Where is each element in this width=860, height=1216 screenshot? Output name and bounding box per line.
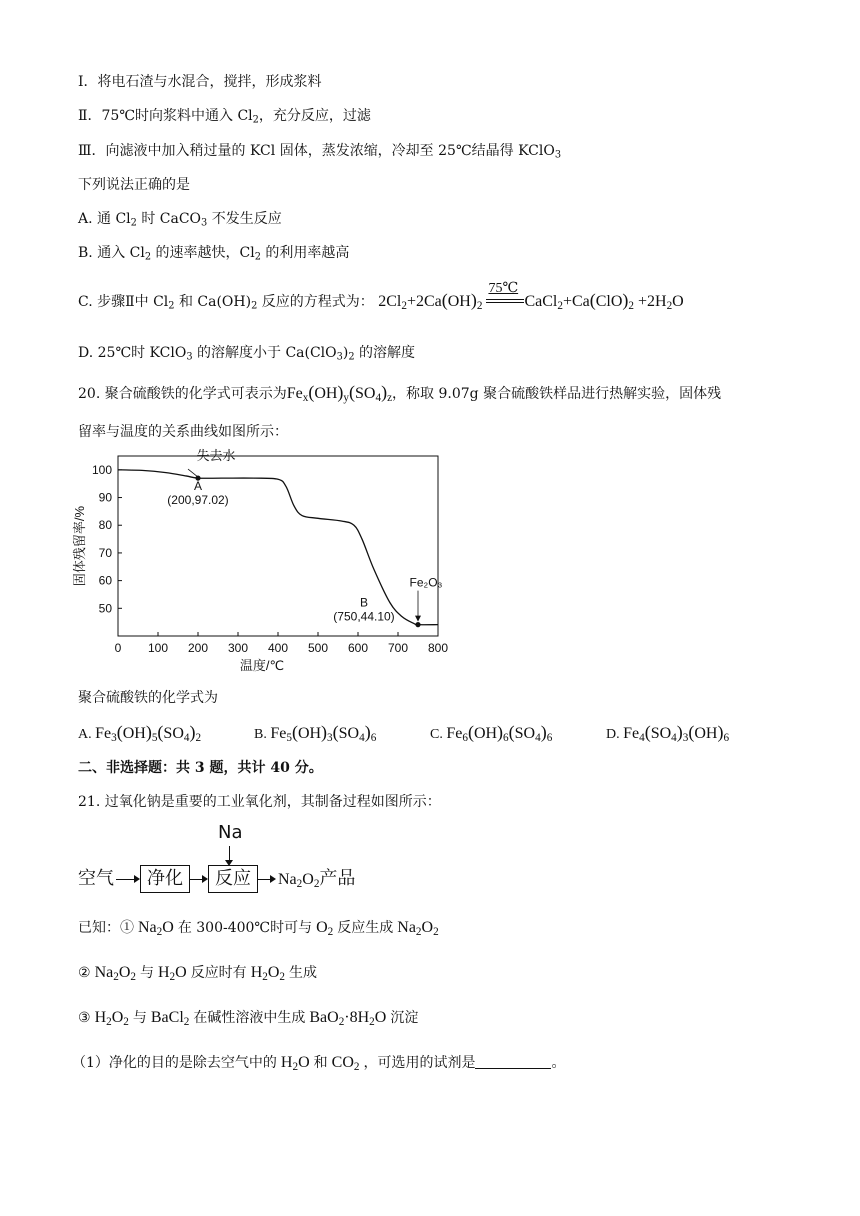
q20-option-a: A. $Fe_3(OH)_5(SO_4)_2$ bbox=[78, 722, 202, 744]
label-point-b: B bbox=[359, 595, 369, 610]
x-tick-label: 0 bbox=[114, 641, 122, 655]
q20-intro-cont: 留率与温度的关系曲线如图所示： bbox=[78, 424, 288, 440]
flow-purify-box: 净化 bbox=[140, 865, 190, 893]
label-point-a-coords: (200,97.02) bbox=[167, 493, 229, 508]
y-tick-label: 60 bbox=[98, 573, 112, 588]
point-b bbox=[415, 622, 420, 627]
step-3-number: Ⅲ． bbox=[78, 143, 106, 159]
step-1-text: 将电石渣与水混合，搅拌，形成浆料 bbox=[97, 74, 322, 90]
flow-arrow-1 bbox=[116, 879, 136, 880]
thermal-decomposition-chart bbox=[68, 448, 468, 676]
y-tick-label: 100 bbox=[91, 462, 112, 477]
step-1-number: Ⅰ． bbox=[78, 74, 98, 90]
x-tick-label: 200 bbox=[187, 641, 209, 655]
q20-question: 聚合硫酸铁的化学式为 bbox=[78, 690, 218, 706]
q20-intro: 20. 聚合硫酸铁的化学式可表示为$Fe_x(OH)_y(SO_4)_z$，称取 9.07g 聚合硫酸铁样品进行热解实验，固体残 bbox=[78, 382, 722, 404]
arrowhead-fe2o3 bbox=[415, 616, 421, 622]
flow-air: 空气 bbox=[78, 868, 114, 889]
step-3-subscript: 3 bbox=[554, 149, 562, 161]
reaction-condition-arrow bbox=[486, 281, 524, 309]
flow-na: Na bbox=[218, 822, 243, 843]
step-2: Ⅱ．75℃时向浆料中通入 $Cl_2$，充分反应，过滤 bbox=[78, 108, 371, 126]
step-3 bbox=[78, 141, 561, 161]
step-1 bbox=[78, 72, 322, 92]
x-tick-label: 700 bbox=[387, 641, 409, 655]
y-tick-label: 50 bbox=[98, 601, 112, 616]
x-tick-label: 100 bbox=[147, 641, 169, 655]
x-tick-label: 600 bbox=[347, 641, 369, 655]
known-2: ② $Na_2O_2$ 与 $H_2O$ 反应时有 $H_2O_2$ 生成 bbox=[78, 964, 317, 983]
q19-option-b: B. 通入 $Cl_2$ 的速率越快，$Cl_2$ 的利用率越高 bbox=[78, 245, 350, 263]
q19-option-d: D. 25℃时 KClO$_3$ 的溶解度小于 $Ca(ClO_3)_2$ 的溶解度 bbox=[78, 345, 416, 363]
residue-curve bbox=[118, 470, 438, 625]
x-tick-label: 800 bbox=[427, 641, 449, 655]
q20-option-b: B. $Fe_5(OH)_3(SO_4)_6$ bbox=[254, 722, 377, 744]
annotation-arrow-water bbox=[188, 469, 198, 477]
x-tick-label: 500 bbox=[307, 641, 329, 655]
label-point-b-coords: (750,44.10) bbox=[333, 609, 395, 624]
answer-blank[interactable] bbox=[475, 1054, 551, 1069]
annotation-lose-water: 失去水 bbox=[196, 448, 236, 464]
x-axis-label: 温度/℃ bbox=[239, 658, 285, 673]
q20-option-d: D. $Fe_4(SO_4)_3(OH)_6$ bbox=[606, 722, 730, 744]
step-2-text-end: ，充分反应，过滤 bbox=[258, 108, 371, 124]
known-1: 已知：① $Na_2O$ 在 300-400℃时可与 $O_2$ 反应生成 $Na_2O_2$ bbox=[78, 919, 439, 938]
y-tick-label: 70 bbox=[98, 545, 112, 560]
q20-option-c: C. $Fe_6(OH)_6(SO_4)_6$ bbox=[430, 722, 553, 744]
y-tick-label: 80 bbox=[98, 518, 112, 533]
q19-option-a: A. 通 $Cl_2$ 时 CaCO$_3$ 不发生反应 bbox=[78, 211, 282, 229]
flow-product: $Na_2O_2$产品 bbox=[278, 868, 356, 890]
section-heading: 二、非选择题：共 3 题，共计 40 分。 bbox=[78, 760, 323, 776]
q19-prompt: 下列说法正确的是 bbox=[78, 177, 190, 193]
flow-react-box: 反应 bbox=[208, 865, 258, 893]
x-tick-label: 300 bbox=[227, 641, 249, 655]
y-axis-label: 固体残留率/% bbox=[72, 505, 87, 587]
step-2-number: Ⅱ． bbox=[78, 108, 102, 124]
step-3-text: 向滤液中加入稍过量的 KCl 固体，蒸发浓缩，冷却至 25℃结晶得 KClO bbox=[105, 143, 555, 159]
q19-option-c: C. 步骤Ⅱ中 $Cl_2$ 和 $Ca(OH)_2$ 反应的方程式为： $2Cl_2+2Ca(OH)_2$ 75℃ $CaCl_2+Ca(ClO)_2 +2H_2O$ bbox=[78, 281, 684, 312]
process-flow-diagram bbox=[78, 820, 398, 900]
y-tick-label: 90 bbox=[98, 490, 112, 505]
annotation-fe2o3: Fe₂O₃ bbox=[409, 575, 443, 590]
label-point-a: A bbox=[193, 479, 203, 494]
reaction-equation: $2Cl_2+2Ca(OH)_2$ 75℃ $CaCl_2+Ca(ClO)_2 +2H_2O$ bbox=[378, 281, 684, 312]
x-tick-label: 400 bbox=[267, 641, 289, 655]
known-3: ③ $H_2O_2$ 与 BaCl$_2$ 在碱性溶液中生成 $BaO_2\cdot 8H_2O$ 沉淀 bbox=[78, 1009, 419, 1028]
q21-part-1: （1）净化的目的是除去空气中的 $H_2O$ 和 $CO_2$ ，可选用的试剂是 。 bbox=[72, 1054, 566, 1073]
general-formula: $Fe_x(OH)_y(SO_4)_z$ bbox=[286, 382, 393, 404]
reaction-condition: 75℃ bbox=[488, 281, 519, 297]
q21-intro: 21. 过氧化钠是重要的工业氧化剂，其制备过程如图所示： bbox=[78, 794, 441, 810]
step-2-text: 75℃时向浆料中通入 Cl bbox=[101, 108, 253, 124]
